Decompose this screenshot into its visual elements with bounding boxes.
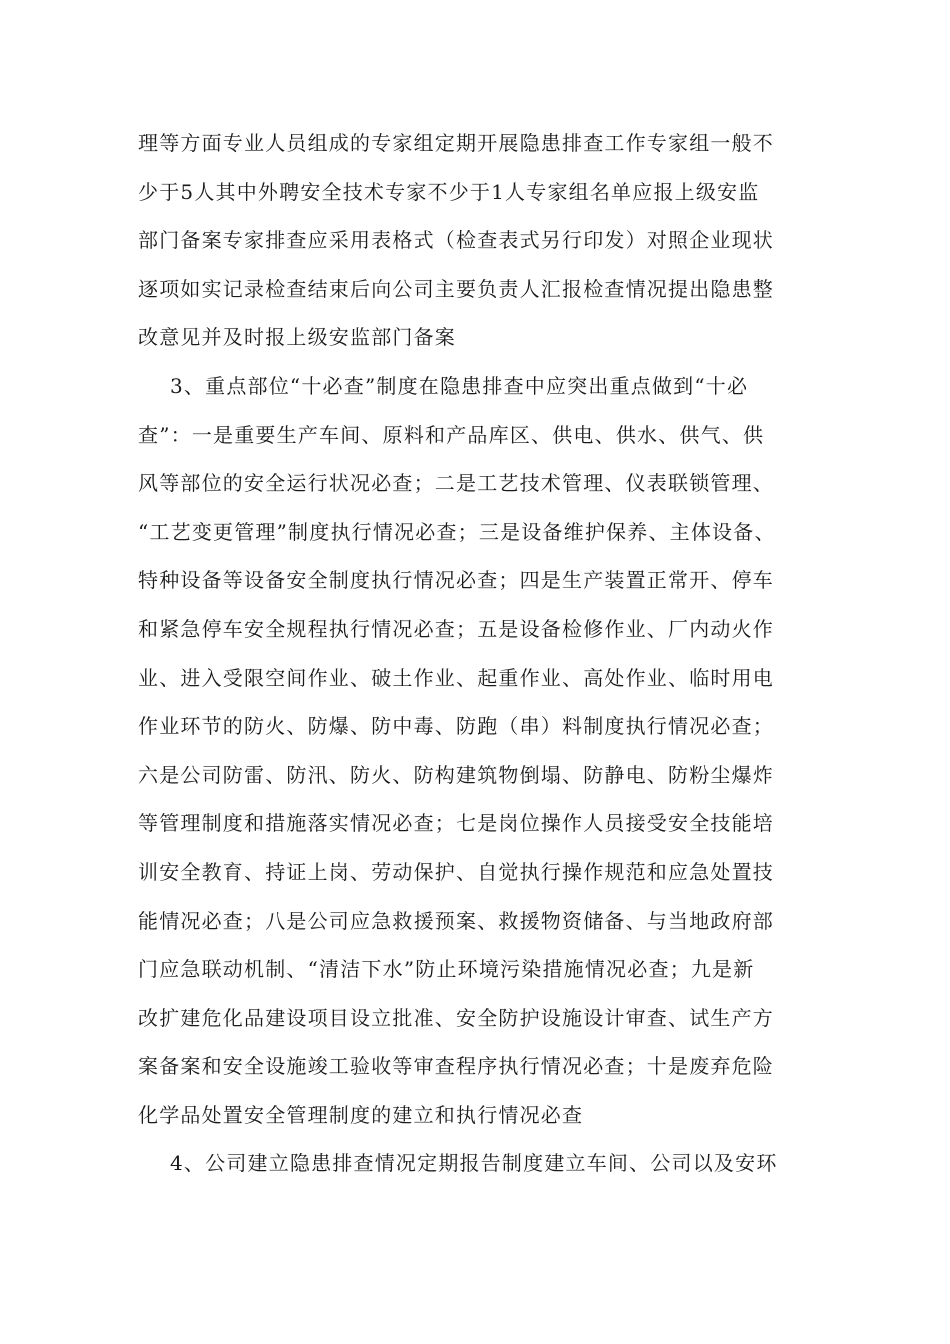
text-line: 少于5人其中外聘安全技术专家不少于1人专家组名单应报上级安监	[138, 179, 760, 204]
paragraph-3-first-line: 3、重点部位“十必查”制度在隐患排查中应突出重点做到“十必	[170, 373, 749, 398]
text-line: 等管理制度和措施落实情况必查；七是岗位操作人员接受安全技能培	[138, 811, 774, 836]
paragraph-4-first-line: 4、公司建立隐患排查情况定期报告制度建立车间、公司以及安环	[170, 1151, 778, 1176]
text-line: 部门备案专家排查应采用表格式（检查表式另行印发）对照企业现状	[138, 228, 774, 253]
text-line: 风等部位的安全运行状况必查；二是工艺技术管理、仪表联锁管理、	[138, 471, 774, 496]
text-line: 改扩建危化品建设项目设立批准、安全防护设施设计审查、试生产方	[138, 1005, 774, 1030]
text-line: “工艺变更管理”制度执行情况必查；三是设备维护保养、主体设备、	[138, 519, 776, 544]
text-line: 门应急联动机制、“清洁下水”防止环境污染措施情况必查；九是新	[138, 957, 755, 982]
text-line: 特种设备等设备安全制度执行情况必查；四是生产装置正常开、停车	[138, 568, 774, 593]
text-line: 六是公司防雷、防汛、防火、防构建筑物倒塌、防静电、防粉尘爆炸	[138, 762, 774, 787]
text-line: 改意见并及时报上级安监部门备案	[138, 325, 456, 350]
text-line: 理等方面专业人员组成的专家组定期开展隐患排查工作专家组一般不	[138, 131, 774, 155]
text-line: 作业环节的防火、防爆、防中毒、防跑（串）料制度执行情况必查；	[138, 714, 774, 739]
text-line: 能情况必查；八是公司应急救援预案、救援物资储备、与当地政府部	[138, 908, 774, 933]
text-line: 训安全教育、持证上岗、劳动保护、自觉执行操作规范和应急处置技	[138, 859, 774, 884]
body-text	[138, 119, 828, 1188]
text-line: 案备案和安全设施竣工验收等审查程序执行情况必查；十是废弃危险	[138, 1054, 774, 1079]
text-line: 查”：一是重要生产车间、原料和产品库区、供电、供水、供气、供	[138, 422, 765, 447]
text-line: 逐项如实记录检查结束后向公司主要负责人汇报检查情况提出隐患整	[138, 276, 774, 301]
text-line: 业、进入受限空间作业、破土作业、起重作业、高处作业、临时用电	[138, 665, 774, 690]
text-line: 化学品处置安全管理制度的建立和执行情况必查	[138, 1102, 584, 1127]
text-line: 和紧急停车安全规程执行情况必查；五是设备检修作业、厂内动火作	[138, 616, 774, 641]
